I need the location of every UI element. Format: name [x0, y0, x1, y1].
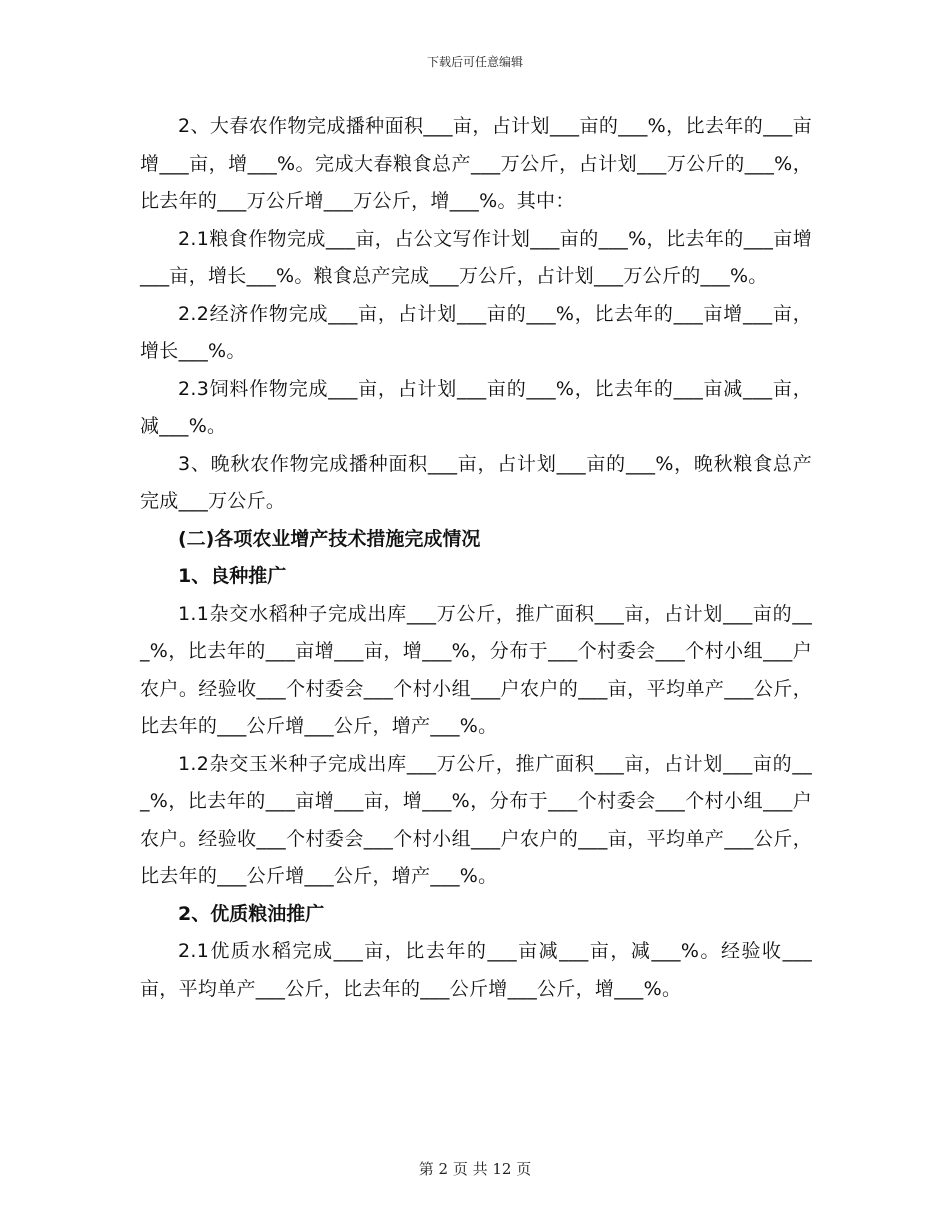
paragraph-2-1-quality-rice: 2.1优质水稻完成___亩，比去年的___亩减___亩，减___%。经验收___亩，平均单产___公斤，比去年的___公斤增___公斤，增___%。 [140, 940, 812, 1000]
subheading-quality-grain-oil: 2、优质粮油推广 [178, 902, 325, 925]
paragraph-2-1-grain-crops: 2.1粮食作物完成___亩，占公文写作计划___亩的___%，比去年的___亩增___亩，增长___%。粮食总产完成___万公斤，占计划___万公斤的___%。 [140, 227, 812, 287]
paragraph-1-2-hybrid-corn: 1.2杂交玉米种子完成出库___万公斤，推广面积___亩，占计划___亩的___%，比去年的___亩增___亩，增___%，分布于___个村委会___个村小组___户农户。经验收___个村委会___个村小组___户农户的___亩，平均单产___公斤，比去年的___公斤增___公斤，增产___%。 [140, 752, 812, 887]
subheading-seed-promotion: 1、良种推广 [178, 565, 287, 587]
paragraph-2-summer-crops: 2、大春农作物完成播种面积___亩，占计划___亩的___%，比去年的___亩增___亩，增___%。完成大春粮食总产___万公斤，占计划___万公斤的___%，比去年的___万公斤增___万公斤，增___%。其中： [140, 115, 812, 212]
section-heading-techniques: (二)各项农业增产技术措施完成情况 [178, 527, 481, 550]
document-body [140, 108, 812, 1008]
page-number-footer: 第 2 页 共 12 页 [418, 1160, 532, 1178]
paragraph-2-3-feed-crops: 2.3饲料作物完成___亩，占计划___亩的___%，比去年的___亩减___亩，减___%。 [140, 377, 812, 437]
paragraph-2-2-cash-crops: 2.2经济作物完成___亩，占计划___亩的___%，比去年的___亩增___亩，增长___%。 [140, 302, 812, 362]
header-note: 下载后可任意编辑 [426, 55, 523, 69]
paragraph-1-1-hybrid-rice: 1.1杂交水稻种子完成出库___万公斤，推广面积___亩，占计划___亩的___%，比去年的___亩增___亩，增___%，分布于___个村委会___个村小组___户农户。经验收___个村委会___个村小组___户农户的___亩，平均单产___公斤，比去年的___公斤增___公斤，增产___%。 [140, 602, 812, 737]
paragraph-3-late-autumn-crops: 3、晚秋农作物完成播种面积___亩，占计划___亩的___%，晚秋粮食总产完成___万公斤。 [140, 452, 812, 512]
